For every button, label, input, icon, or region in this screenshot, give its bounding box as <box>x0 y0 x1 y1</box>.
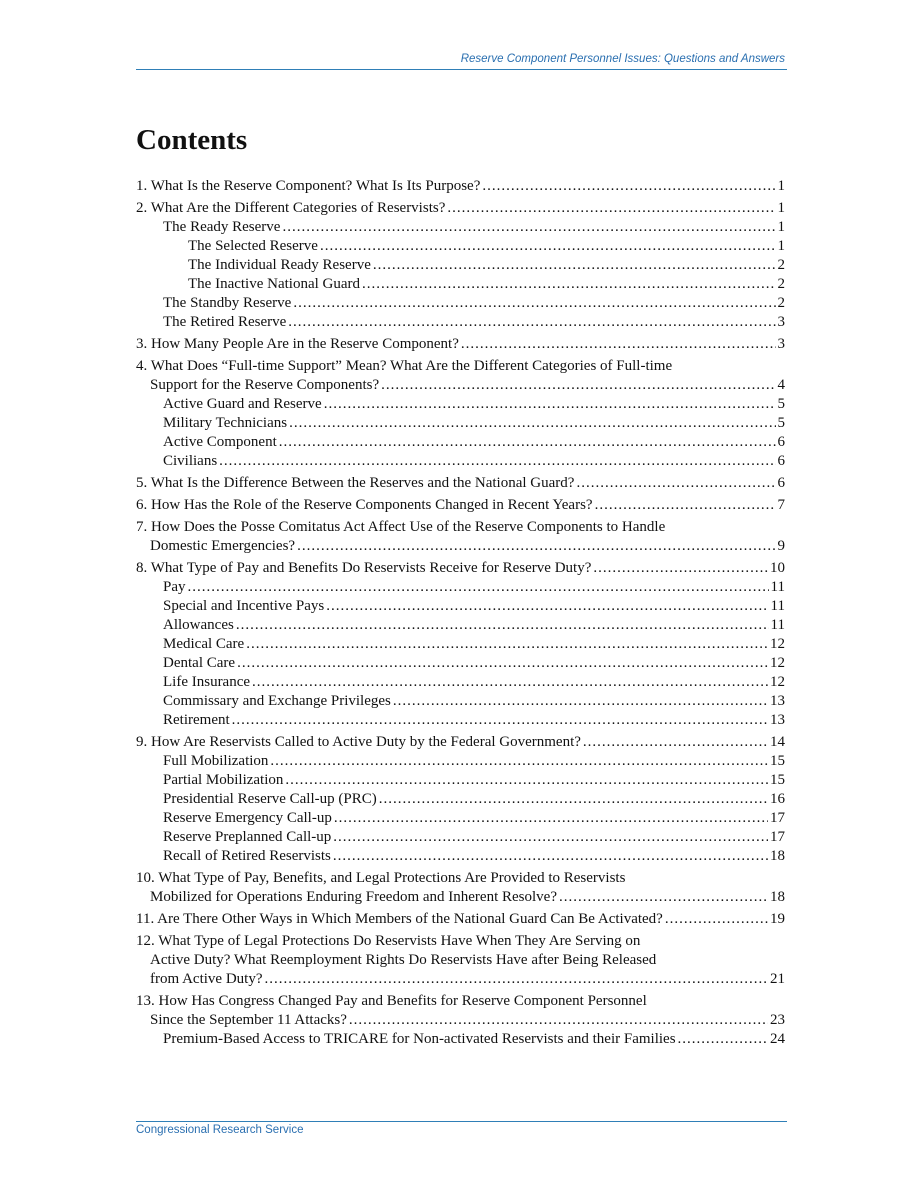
toc-page-number: 2 <box>777 257 785 273</box>
toc-entry-text: The Ready Reserve <box>163 219 281 235</box>
toc-entry[interactable] <box>136 752 785 771</box>
toc-entry-text: Life Insurance <box>163 674 251 690</box>
toc-entry-text: 2. What Are the Different Categories of Reservists? <box>136 200 446 216</box>
toc-entry-text: Active Component <box>163 434 277 450</box>
dot-leader <box>379 790 768 809</box>
toc-page-number: 14 <box>770 734 785 750</box>
running-title: Reserve Component Personnel Issues: Questions and Answers <box>460 53 785 65</box>
toc-entry[interactable] <box>136 559 785 578</box>
toc-page-number: 18 <box>770 848 785 864</box>
toc-entry[interactable] <box>136 932 785 989</box>
toc-entry-text: Reserve Emergency Call-up <box>163 810 332 826</box>
dot-leader <box>282 218 775 237</box>
toc-entry[interactable] <box>136 771 785 790</box>
toc-entry[interactable] <box>136 828 785 847</box>
toc-entry[interactable] <box>136 357 785 395</box>
toc-page-number: 6 <box>777 434 785 450</box>
toc-page-number: 15 <box>770 772 785 788</box>
toc-entry[interactable] <box>136 433 785 452</box>
toc-page-number: 13 <box>770 693 785 709</box>
toc-page-number: 10 <box>770 560 785 576</box>
toc-entry-text: Dental Care <box>163 655 236 671</box>
toc-entry[interactable] <box>136 711 785 730</box>
toc-entry-text: 7. How Does the Posse Comitatus Act Affect Use of the Reserve Components to Handle <box>136 519 666 535</box>
dot-leader <box>188 578 769 597</box>
running-footer <box>136 1121 787 1136</box>
toc-page-number: 2 <box>777 276 785 292</box>
toc-page-number: 17 <box>770 810 785 826</box>
dot-leader <box>237 654 768 673</box>
toc-entry[interactable] <box>136 313 785 332</box>
toc-entry[interactable] <box>136 733 785 752</box>
toc-page-number: 6 <box>777 475 785 491</box>
toc-entry-text: The Selected Reserve <box>188 238 318 254</box>
toc-entry[interactable] <box>136 910 785 929</box>
dot-leader <box>461 335 776 354</box>
toc-entry[interactable] <box>136 616 785 635</box>
toc-entry-text: Civilians <box>163 453 218 469</box>
toc-entry[interactable] <box>136 1030 785 1049</box>
dot-leader <box>285 771 768 790</box>
toc-entry-text: 4. What Does “Full-time Support” Mean? What Are the Different Categories of Full-time <box>136 358 673 374</box>
toc-entry[interactable] <box>136 256 785 275</box>
toc-entry[interactable] <box>136 294 785 313</box>
toc-entry-text: The Retired Reserve <box>163 314 287 330</box>
toc-entry-text: from Active Duty? <box>150 971 263 987</box>
dot-leader <box>288 313 775 332</box>
toc-entry-text: 10. What Type of Pay, Benefits, and Legal Protections Are Provided to Reservists <box>136 870 626 886</box>
footer-text: Congressional Research Service <box>136 1124 304 1136</box>
dot-leader <box>326 597 768 616</box>
toc-page-number: 6 <box>777 453 785 469</box>
dot-leader <box>583 733 768 752</box>
dot-leader <box>289 414 775 433</box>
toc-entry-text: Partial Mobilization <box>163 772 284 788</box>
toc-page-number: 12 <box>770 655 785 671</box>
dot-leader <box>324 395 776 414</box>
toc-entry-text: Retirement <box>163 712 230 728</box>
dot-leader <box>252 673 768 692</box>
toc-entry[interactable] <box>136 578 785 597</box>
toc-entry[interactable] <box>136 474 785 493</box>
dot-leader <box>279 433 776 452</box>
running-header <box>136 53 787 70</box>
toc-entry-text: The Individual Ready Reserve <box>188 257 371 273</box>
dot-leader <box>232 711 768 730</box>
toc-page-number: 12 <box>770 636 785 652</box>
dot-leader <box>678 1030 768 1049</box>
toc-entry[interactable] <box>136 518 785 556</box>
toc-entry[interactable] <box>136 218 785 237</box>
toc-entry-text: Special and Incentive Pays <box>163 598 325 614</box>
toc-page-number: 5 <box>777 396 785 412</box>
toc-page-number: 5 <box>777 415 785 431</box>
dot-leader <box>297 537 775 556</box>
toc-entry[interactable] <box>136 692 785 711</box>
toc-entry[interactable] <box>136 335 785 354</box>
toc-entry-text: Domestic Emergencies? <box>150 538 296 554</box>
table-of-contents <box>136 174 785 1049</box>
toc-entry[interactable] <box>136 496 785 515</box>
toc-entry-text: Presidential Reserve Call-up (PRC) <box>163 791 377 807</box>
dot-leader <box>246 635 768 654</box>
toc-entry[interactable] <box>136 199 785 218</box>
dot-leader <box>270 752 768 771</box>
toc-entry-text: 8. What Type of Pay and Benefits Do Reservists Receive for Reserve Duty? <box>136 560 592 576</box>
toc-entry[interactable] <box>136 654 785 673</box>
toc-page-number: 11 <box>770 598 785 614</box>
toc-entry-text: Medical Care <box>163 636 245 652</box>
toc-entry-text: Active Duty? What Reemployment Rights Do Reservists Have after Being Released <box>150 952 657 968</box>
toc-entry[interactable] <box>136 414 785 433</box>
toc-page-number: 16 <box>770 791 785 807</box>
toc-page-number: 4 <box>777 377 785 393</box>
dot-leader <box>362 275 775 294</box>
toc-page-number: 18 <box>770 889 785 905</box>
page-title: Contents <box>136 124 248 156</box>
toc-entry[interactable] <box>136 809 785 828</box>
toc-page-number: 1 <box>777 238 785 254</box>
toc-page-number: 1 <box>777 178 785 194</box>
dot-leader <box>576 474 775 493</box>
toc-page-number: 11 <box>770 617 785 633</box>
toc-entry[interactable] <box>136 597 785 616</box>
toc-entry-text: Since the September 11 Attacks? <box>150 1012 347 1028</box>
dot-leader <box>333 847 768 866</box>
toc-entry-text: 3. How Many People Are in the Reserve Component? <box>136 336 459 352</box>
toc-page-number: 1 <box>777 219 785 235</box>
dot-leader <box>333 828 768 847</box>
toc-entry[interactable] <box>136 237 785 256</box>
dot-leader <box>593 559 768 578</box>
toc-page-number: 9 <box>777 538 785 554</box>
dot-leader <box>595 496 776 515</box>
toc-page-number: 3 <box>777 336 785 352</box>
toc-entry-text: 5. What Is the Difference Between the Reserves and the National Guard? <box>136 475 575 491</box>
toc-entry[interactable] <box>136 869 785 907</box>
toc-entry-text: Pay <box>163 579 186 595</box>
toc-entry[interactable] <box>136 635 785 654</box>
toc-entry[interactable] <box>136 673 785 692</box>
dot-leader <box>219 452 775 471</box>
toc-entry[interactable] <box>136 847 785 866</box>
toc-entry-text: Premium-Based Access to TRICARE for Non-activated Reservists and their Families <box>163 1031 676 1047</box>
toc-entry-text: Military Technicians <box>163 415 288 431</box>
dot-leader <box>334 809 768 828</box>
toc-entry-text: Mobilized for Operations Enduring Freedom and Inherent Resolve? <box>150 889 557 905</box>
toc-entry-text: The Inactive National Guard <box>188 276 361 292</box>
toc-entry[interactable] <box>136 275 785 294</box>
dot-leader <box>665 910 768 929</box>
toc-page-number: 13 <box>770 712 785 728</box>
dot-leader <box>373 256 776 275</box>
toc-entry[interactable] <box>136 395 785 414</box>
toc-entry[interactable] <box>136 790 785 809</box>
toc-entry-text: Allowances <box>163 617 234 633</box>
toc-entry-text: 12. What Type of Legal Protections Do Reservists Have When They Are Serving on <box>136 933 641 949</box>
toc-page-number: 2 <box>777 295 785 311</box>
toc-entry-text: Active Guard and Reserve <box>163 396 322 412</box>
toc-page-number: 7 <box>777 497 785 513</box>
dot-leader <box>236 616 769 635</box>
toc-entry-text: Full Mobilization <box>163 753 269 769</box>
dot-leader <box>482 177 775 196</box>
toc-entry-text: Commissary and Exchange Privileges <box>163 693 391 709</box>
toc-entry-text: 9. How Are Reservists Called to Active Duty by the Federal Government? <box>136 734 581 750</box>
toc-entry-text: The Standby Reserve <box>163 295 292 311</box>
toc-entry-text: Recall of Retired Reservists <box>163 848 331 864</box>
toc-page-number: 24 <box>770 1031 785 1047</box>
toc-page-number: 23 <box>770 1012 785 1028</box>
toc-entry-text: 13. How Has Congress Changed Pay and Benefits for Reserve Component Personnel <box>136 993 647 1009</box>
toc-entry-text: 11. Are There Other Ways in Which Members of the National Guard Can Be Activated? <box>136 911 663 927</box>
toc-page-number: 12 <box>770 674 785 690</box>
toc-page-number: 15 <box>770 753 785 769</box>
toc-entry-text: Support for the Reserve Components? <box>150 377 380 393</box>
dot-leader <box>393 692 768 711</box>
toc-entry[interactable] <box>136 452 785 471</box>
toc-entry-text: Reserve Preplanned Call-up <box>163 829 332 845</box>
dot-leader <box>264 970 768 989</box>
dot-leader <box>349 1011 768 1030</box>
dot-leader <box>447 199 775 218</box>
dot-leader <box>381 376 775 395</box>
toc-page-number: 19 <box>770 911 785 927</box>
toc-page-number: 17 <box>770 829 785 845</box>
toc-page-number: 1 <box>777 200 785 216</box>
toc-page-number: 11 <box>770 579 785 595</box>
dot-leader <box>559 888 768 907</box>
dot-leader <box>320 237 776 256</box>
toc-entry-text: 1. What Is the Reserve Component? What Is Its Purpose? <box>136 178 481 194</box>
toc-entry[interactable] <box>136 992 785 1030</box>
dot-leader <box>293 294 775 313</box>
toc-entry-text: 6. How Has the Role of the Reserve Components Changed in Recent Years? <box>136 497 593 513</box>
toc-page-number: 3 <box>777 314 785 330</box>
toc-entry[interactable] <box>136 177 785 196</box>
toc-page-number: 21 <box>770 971 785 987</box>
